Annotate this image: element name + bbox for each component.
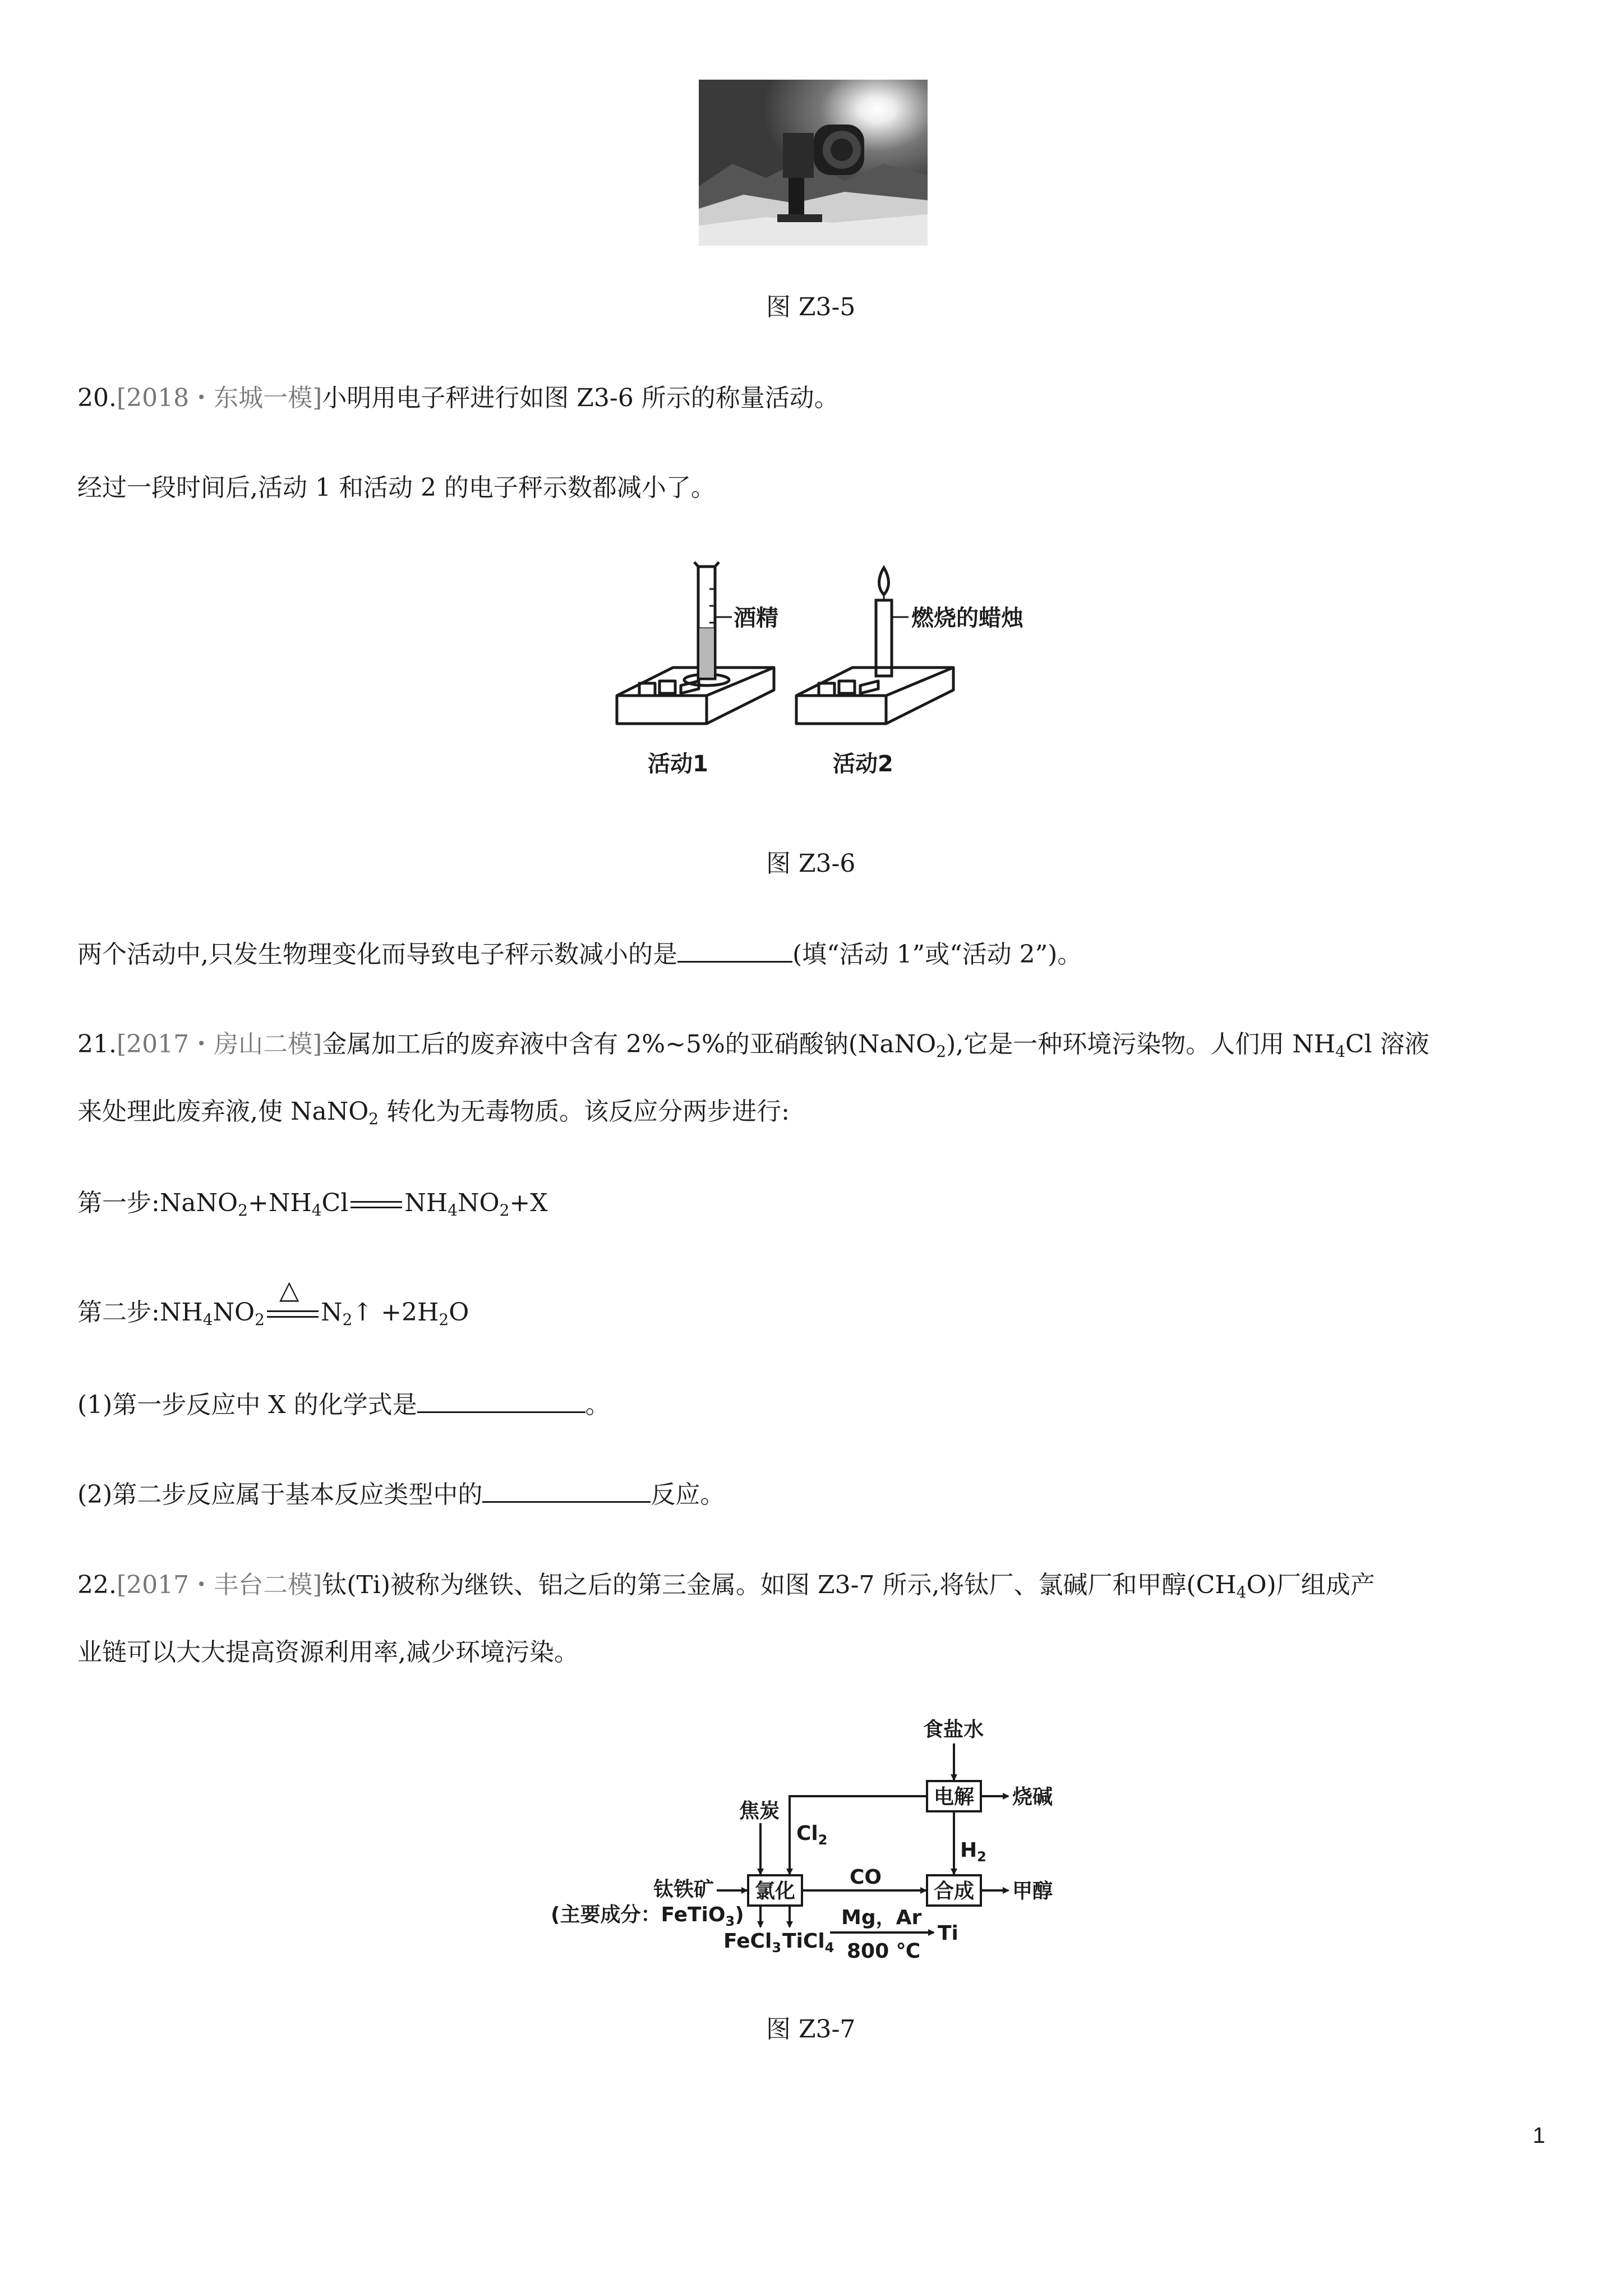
synthesis-label: 合成 <box>934 1880 975 1903</box>
step-1-label: 第一步: <box>77 1189 160 1217</box>
formula-sub: 4 <box>202 1310 213 1329</box>
formula-part: +X <box>509 1189 548 1217</box>
ilmenite-label: 钛铁矿 <box>653 1878 714 1901</box>
q21-q2-end: 反应。 <box>651 1480 725 1509</box>
q21-line-1 <box>77 1028 1430 1069</box>
burning-candle <box>876 568 909 676</box>
q21-q2-text: (2)第二步反应属于基本反应类型中的 <box>77 1480 483 1509</box>
h2-label: $H_2$ <box>960 1839 986 1865</box>
q21-sub: 4 <box>1335 1042 1345 1061</box>
ticl4-label: TiCl$_4$ <box>782 1930 834 1955</box>
q21-sub-question-2 <box>77 1478 725 1512</box>
formula-part: Cl <box>321 1189 349 1217</box>
q21-q1-answer-blank[interactable] <box>417 1389 585 1413</box>
q22-line-1 <box>77 1568 1375 1609</box>
formula-part: NH <box>159 1298 203 1327</box>
formula-part: N <box>320 1298 343 1327</box>
figure-z3-7-caption: 图 Z3-7 <box>766 2015 856 2044</box>
ti-label: Ti <box>938 1922 958 1945</box>
fecl3-label: FeCl$_3$ <box>723 1930 782 1955</box>
q22-sub: 4 <box>1236 1583 1247 1602</box>
q21-source: [2017・房山二模] <box>116 1030 322 1059</box>
q22-text-2: 业链可以大大提高资源利用率,减少环境污染。 <box>77 1638 579 1667</box>
co-label: CO <box>850 1866 882 1889</box>
q20-question <box>77 938 1082 972</box>
q21-sub: 2 <box>936 1042 947 1061</box>
formula-part: NaNO <box>159 1189 238 1217</box>
alcohol-label: 酒精 <box>734 605 778 631</box>
cl2-label: $Cl_2$ <box>796 1822 828 1848</box>
q21-q1-end: 。 <box>585 1391 610 1419</box>
q22-line-2 <box>77 1636 579 1669</box>
heating-equals-sign <box>267 1274 319 1318</box>
chlorination-label: 氯化 <box>755 1880 796 1903</box>
figure-z3-5-caption: 图 Z3-5 <box>766 293 856 321</box>
page-number: 1 <box>1533 2123 1546 2148</box>
temperature-label: 800 ℃ <box>847 1940 921 1963</box>
formula-part: O <box>449 1298 469 1327</box>
q21-text-2a: 来处理此废弃液,使 NaNO <box>77 1097 369 1126</box>
snow-cannon-photo <box>699 80 928 246</box>
q20-text-1: 小明用电子秤进行如图 Z3-6 所示的称量活动。 <box>322 384 839 412</box>
formula-sub: 4 <box>311 1201 322 1220</box>
q20-number: 20. <box>77 384 117 412</box>
electrolysis-label: 电解 <box>934 1786 975 1809</box>
q21-text-1c: Cl 溶液 <box>1345 1030 1430 1059</box>
reaction-step-2 <box>77 1274 469 1337</box>
equals-sign <box>351 1201 402 1209</box>
q21-sub-question-1 <box>77 1388 610 1422</box>
main-component-label: (主要成分：FeTiO$_3$) <box>551 1903 744 1929</box>
step-2-label: 第二步: <box>77 1298 160 1327</box>
burning-candle-label: 燃烧的蜡烛 <box>911 605 1023 631</box>
heating-condition: △ <box>279 1274 299 1305</box>
figure-z3-6 <box>606 555 1032 791</box>
reaction-step-1 <box>77 1186 548 1227</box>
caustic-soda-label: 烧碱 <box>1012 1786 1053 1809</box>
q20-answer-blank[interactable] <box>677 938 792 963</box>
activity-1-label: 活动1 <box>648 751 708 777</box>
formula-part: ↑ +2H <box>352 1298 439 1327</box>
formula-part: NO <box>458 1189 500 1217</box>
q21-number: 21. <box>77 1030 117 1059</box>
q20-line-1 <box>77 381 839 415</box>
figure-z3-6-caption: 图 Z3-6 <box>766 849 856 878</box>
q20-question-text: 两个活动中,只发生物理变化而导致电子秤示数减小的是 <box>77 940 677 969</box>
q20-text-2: 经过一段时间后,活动 1 和活动 2 的电子秤示数都减小了。 <box>77 473 716 502</box>
q21-q1-text: (1)第一步反应中 X 的化学式是 <box>77 1391 417 1419</box>
q22-text-1a: 钛(Ti)被称为继铁、铝之后的第三金属。如图 Z3-7 所示,将钛厂、氯碱厂和甲醇(CH <box>322 1571 1237 1599</box>
formula-sub: 2 <box>342 1310 353 1329</box>
q22-text-1b: O)厂组成产 <box>1246 1571 1375 1599</box>
formula-part: +NH <box>247 1189 312 1217</box>
formula-sub: 2 <box>255 1310 265 1329</box>
formula-part: NH <box>404 1189 448 1217</box>
formula-sub: 4 <box>448 1201 458 1220</box>
activity-2-label: 活动2 <box>833 751 893 777</box>
q21-q2-answer-blank[interactable] <box>482 1479 651 1503</box>
q21-line-2 <box>77 1095 790 1136</box>
formula-sub: 2 <box>439 1310 449 1329</box>
formula-part: NO <box>213 1298 255 1327</box>
q20-line-2 <box>77 471 716 505</box>
brine-label: 食盐水 <box>923 1718 984 1741</box>
coke-label: 焦炭 <box>739 1800 780 1823</box>
q21-sub: 2 <box>368 1110 379 1128</box>
formula-sub: 2 <box>238 1201 248 1220</box>
q22-source: [2017・丰台二模] <box>116 1571 322 1599</box>
q22-number: 22. <box>77 1571 117 1599</box>
q20-question-hint: (填“活动 1”或“活动 2”)。 <box>792 940 1082 969</box>
formula-sub: 2 <box>499 1201 510 1220</box>
q21-text-1b: ),它是一种环境污染物。人们用 NH <box>946 1030 1336 1059</box>
q21-text-1a: 金属加工后的废弃液中含有 2%~5%的亚硝酸钠(NaNO <box>322 1030 937 1059</box>
q21-text-2b: 转化为无毒物质。该反应分两步进行: <box>379 1097 790 1126</box>
q20-source: [2018・东城一模] <box>116 384 322 412</box>
figure-z3-7 <box>538 1705 1099 1969</box>
methanol-label: 甲醇 <box>1012 1880 1053 1903</box>
mg-ar-label: Mg，Ar <box>841 1906 922 1929</box>
